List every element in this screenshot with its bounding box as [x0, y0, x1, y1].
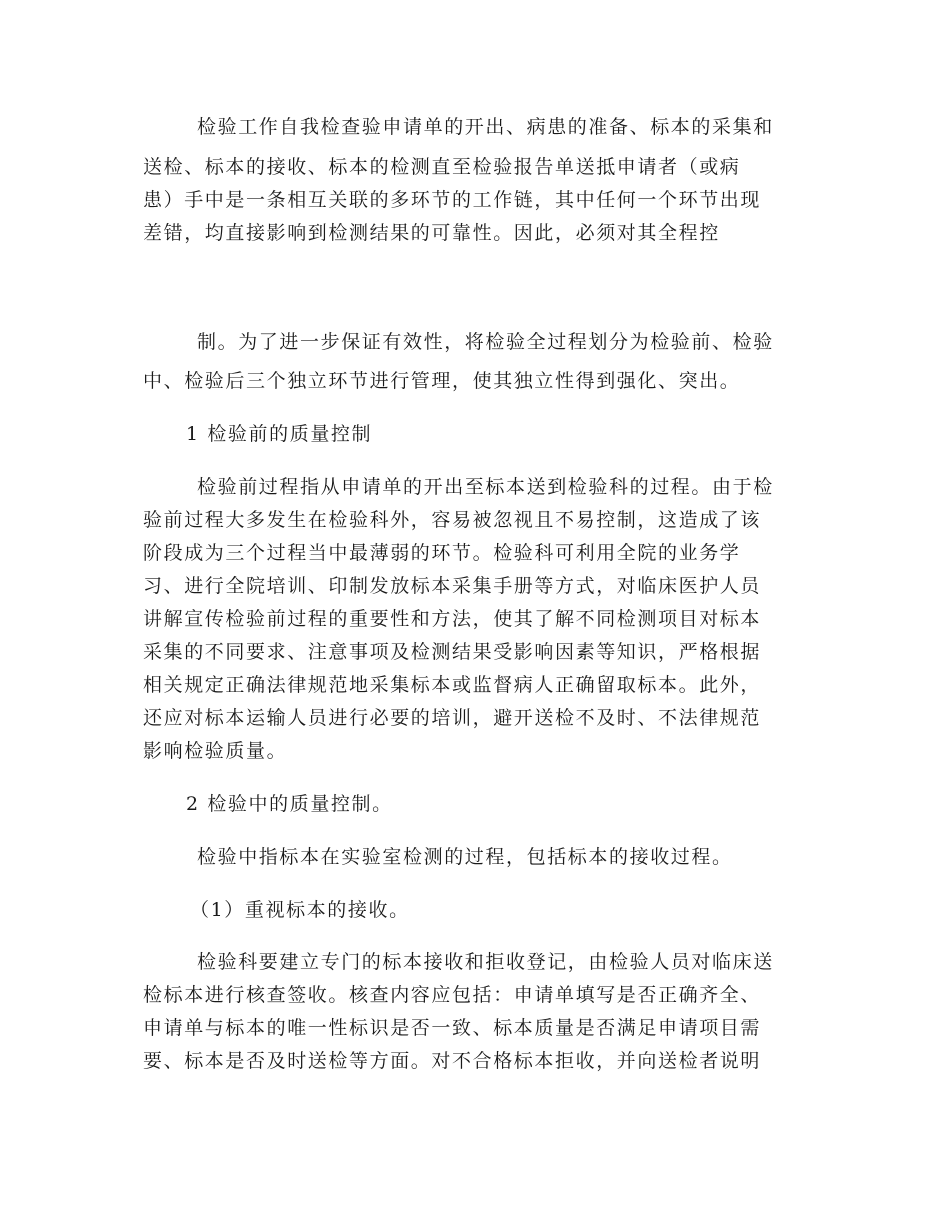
paragraph-line: 相关规定正确法律规范地采集标本或监督病人正确留取标本。此外， [143, 674, 762, 696]
paragraph-line: 检验中指标本在实验室检测的过程，包括标本的接收过程。 [197, 846, 733, 868]
paragraph-line: 影响检验质量。 [143, 740, 288, 762]
paragraph-line: 检验工作自我检查验申请单的开出、病患的准备、标本的采集和 [197, 116, 774, 138]
sub-heading: （1）重视标本的接收。 [190, 899, 410, 921]
paragraph-line: 制。为了进一步保证有效性，将检验全过程划分为检验前、检验 [197, 331, 774, 353]
paragraph-line: 还应对标本运输人员进行必要的培训，避开送检不及时、不法律规范 [143, 707, 762, 729]
paragraph-line: 检标本进行核查签收。核查内容应包括：申请单填写是否正确齐全、 [143, 984, 762, 1006]
paragraph-line: 验前过程大多发生在检验科外，容易被忽视且不易控制，这造成了该 [143, 509, 762, 531]
paragraph-line: 送检、标本的接收、标本的检测直至检验报告单送抵申请者（或病 [143, 156, 741, 178]
paragraph-line: 申请单与标本的唯一性标识是否一致、标本质量是否满足申请项目需 [143, 1017, 762, 1039]
paragraph-line: 阶段成为三个过程当中最薄弱的环节。检验科可利用全院的业务学 [143, 542, 741, 564]
paragraph-line: 要、标本是否及时送检等方面。对不合格标本拒收，并向送检者说明 [143, 1050, 762, 1072]
paragraph-line: 检验前过程指从申请单的开出至标本送到检验科的过程。由于检 [197, 476, 774, 498]
paragraph-line: 中、检验后三个独立环节进行管理，使其独立性得到强化、突出。 [143, 370, 741, 392]
section-heading-2: 2 检验中的质量控制。 [186, 793, 393, 815]
paragraph-line: 讲解宣传检验前过程的重要性和方法，使其了解不同检测项目对标本 [143, 608, 762, 630]
paragraph-line: 患）手中是一条相互关联的多环节的工作链，其中任何一个环节出现 [143, 189, 762, 211]
paragraph-line: 差错，均直接影响到检测结果的可靠性。因此，必须对其全程控 [143, 222, 720, 244]
section-heading-1: 1 检验前的质量控制 [186, 423, 373, 445]
paragraph-line: 采集的不同要求、注意事项及检测结果受影响因素等知识，严格根据 [143, 641, 762, 663]
paragraph-line: 检验科要建立专门的标本接收和拒收登记，由检验人员对临床送 [197, 951, 774, 973]
paragraph-line: 习、进行全院培训、印制发放标本采集手册等方式，对临床医护人员 [143, 575, 762, 597]
